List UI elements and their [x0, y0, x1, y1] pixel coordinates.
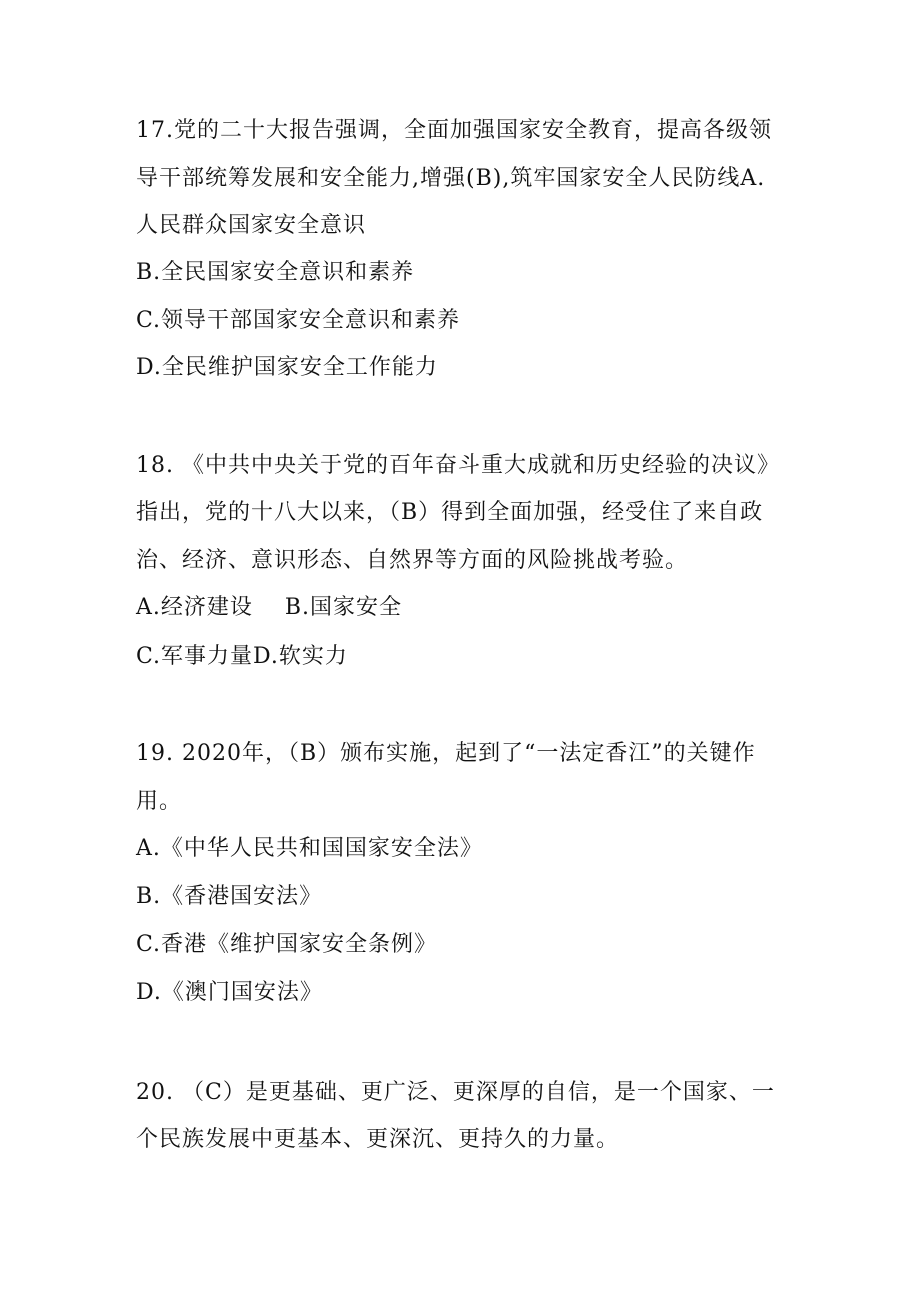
q20-line-1: 20. （C）是更基础、更广泛、更深厚的自信，是一个国家、一 — [136, 1080, 775, 1105]
q17-option-c: C.领导干部国家安全意识和素养 — [136, 308, 461, 333]
q19-line-2: 用。 — [136, 789, 183, 814]
q17-option-d: D.全民维护国家安全工作能力 — [136, 355, 438, 380]
q20-line-2: 个民族发展中更基本、更深沉、更持久的力量。 — [136, 1127, 620, 1152]
q18-line-3: 治、经济、意识形态、自然界等方面的风险挑战考验。 — [136, 548, 689, 573]
q18-options-cd: C.军事力量D.软实力 — [136, 644, 348, 669]
q17-line-1: 17.党的二十大报告强调，全面加强国家安全教育，提高各级领 — [136, 118, 772, 143]
q19-option-b: B.《香港国安法》 — [136, 884, 323, 909]
q17-line-2: 导干部统筹发展和安全能力,增强(B),筑牢国家安全人民防线A. — [136, 166, 766, 191]
q19-option-d: D.《澳门国安法》 — [136, 980, 323, 1005]
q19-line-1: 19. 2020年，（B）颁布实施，起到了“一法定香江”的关键作 — [136, 741, 756, 766]
q19-option-c: C.香港《维护国家安全条例》 — [136, 932, 438, 957]
q18-line-2: 指出，党的十八大以来，（B）得到全面加强，经受住了来自政 — [136, 500, 764, 525]
q17-line-3: 人民群众国家安全意识 — [136, 213, 367, 238]
q17-option-b: B.全民国家安全意识和素养 — [136, 260, 415, 285]
q18-line-1: 18. 《中共中央关于党的百年奋斗重大成就和历史经验的决议》 — [136, 453, 780, 478]
q19-option-a: A.《中华人民共和国国家安全法》 — [136, 836, 483, 861]
q18-options-ab: A.经济建设 B.国家安全 — [136, 595, 403, 620]
